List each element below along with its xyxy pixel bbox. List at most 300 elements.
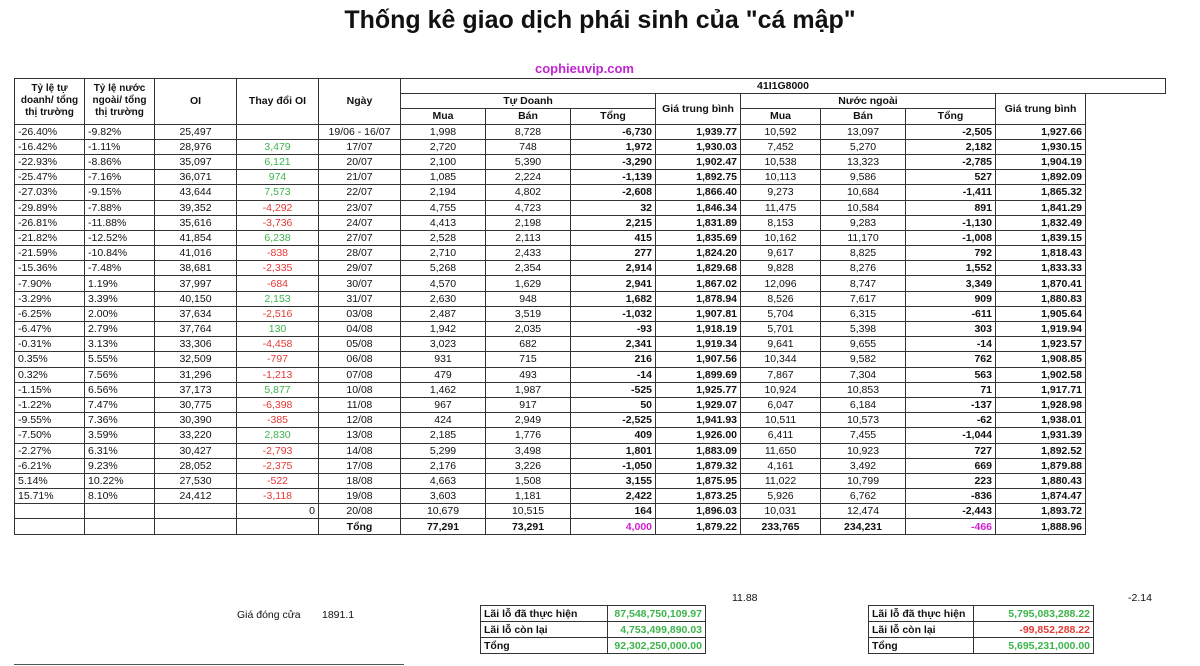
cell-oi: 37,634 bbox=[155, 306, 237, 321]
table-row bbox=[15, 200, 1166, 215]
cell-td-pct: -6.47% bbox=[15, 322, 85, 337]
cell-nn-pct: 2.00% bbox=[85, 306, 155, 321]
cell-nn-pct: 3.39% bbox=[85, 291, 155, 306]
cell-td-pct: -22.93% bbox=[15, 154, 85, 169]
total-td-gia: 1,879.22 bbox=[656, 519, 741, 534]
cell-nn-gia: 1,892.09 bbox=[996, 170, 1086, 185]
header-nuoc-ngoai: Nước ngoài bbox=[741, 94, 996, 109]
summary-label: Lãi lỗ đã thực hiện bbox=[481, 606, 608, 622]
cell-td-ban: 4,723 bbox=[486, 200, 571, 215]
cell-nn-tong: 563 bbox=[906, 367, 996, 382]
cell-td-gia: 1,907.81 bbox=[656, 306, 741, 321]
header-ty-le-nuoc-ngoai: Tỷ lệ nước ngoài/ tổng thị trường bbox=[85, 79, 155, 125]
cell-nn-pct: 7.56% bbox=[85, 367, 155, 382]
cell-nn-gia: 1,927.66 bbox=[996, 124, 1086, 139]
cell-td-gia: 1,875.95 bbox=[656, 473, 741, 488]
cell-doi: -6,398 bbox=[237, 397, 319, 412]
cell-td-mua: 1,462 bbox=[401, 382, 486, 397]
total-td-tong: 4,000 bbox=[571, 519, 656, 534]
cell-td-pct: 0.35% bbox=[15, 352, 85, 367]
cell-nn-ban: 6,184 bbox=[821, 397, 906, 412]
cell-td-mua: 5,268 bbox=[401, 261, 486, 276]
cell-td-mua: 2,630 bbox=[401, 291, 486, 306]
cell-td-ban: 2,198 bbox=[486, 215, 571, 230]
cell-oi: 40,150 bbox=[155, 291, 237, 306]
table-row bbox=[15, 428, 1166, 443]
cell-date: 17/08 bbox=[319, 458, 401, 473]
cell-td-ban: 2,035 bbox=[486, 322, 571, 337]
cell-nn-ban: 8,276 bbox=[821, 261, 906, 276]
cell-td-gia: 1,879.32 bbox=[656, 458, 741, 473]
total-nn-ban: 234,231 bbox=[821, 519, 906, 534]
cell-nn-gia: 1,865.32 bbox=[996, 185, 1086, 200]
cell-td-ban: 1,987 bbox=[486, 382, 571, 397]
cell-td-mua: 1,942 bbox=[401, 322, 486, 337]
header-td-ban: Bán bbox=[486, 109, 571, 124]
cell-td-ban: 5,390 bbox=[486, 154, 571, 169]
cell-date: 24/07 bbox=[319, 215, 401, 230]
total-td-mua: 77,291 bbox=[401, 519, 486, 534]
cell-nn-gia: 1,928.98 bbox=[996, 397, 1086, 412]
cell-nn-ban: 10,853 bbox=[821, 382, 906, 397]
cell-doi: -385 bbox=[237, 413, 319, 428]
cell-nn-ban: 3,492 bbox=[821, 458, 906, 473]
summary-value: -99,852,288.22 bbox=[974, 622, 1094, 638]
cell-td-pct: 15.71% bbox=[15, 489, 85, 504]
cell-nn-pct: -1.11% bbox=[85, 139, 155, 154]
cell-oi: 37,764 bbox=[155, 322, 237, 337]
table-row bbox=[15, 397, 1166, 412]
total-nn-gia: 1,888.96 bbox=[996, 519, 1086, 534]
cell-nn-tong: 727 bbox=[906, 443, 996, 458]
cell-td-gia: 1,919.34 bbox=[656, 337, 741, 352]
cell-nn-gia: 1,833.33 bbox=[996, 261, 1086, 276]
cell-nn-pct: 6.31% bbox=[85, 443, 155, 458]
cell-oi: 28,052 bbox=[155, 458, 237, 473]
cell-nn-pct: -12.52% bbox=[85, 230, 155, 245]
cell-doi bbox=[237, 124, 319, 139]
summary-value: 92,302,250,000.00 bbox=[608, 638, 706, 654]
cell-date: 06/08 bbox=[319, 352, 401, 367]
cell-td-mua: 2,100 bbox=[401, 154, 486, 169]
cell-td-gia: 1,883.09 bbox=[656, 443, 741, 458]
cell-td-mua: 2,176 bbox=[401, 458, 486, 473]
cell-td-gia: 1,829.68 bbox=[656, 261, 741, 276]
cell-date: 17/07 bbox=[319, 139, 401, 154]
cell-date: 31/07 bbox=[319, 291, 401, 306]
cell-nn-gia: 1,905.64 bbox=[996, 306, 1086, 321]
cell-td-ban: 3,498 bbox=[486, 443, 571, 458]
cell-nn-mua: 5,926 bbox=[741, 489, 821, 504]
cell-nn-gia: 1,938.01 bbox=[996, 413, 1086, 428]
cell-nn-tong: 1,552 bbox=[906, 261, 996, 276]
cell-nn-ban: 5,398 bbox=[821, 322, 906, 337]
cell-td-pct: -15.36% bbox=[15, 261, 85, 276]
cell-nn-gia: 1,870.41 bbox=[996, 276, 1086, 291]
cell-td-mua: 479 bbox=[401, 367, 486, 382]
cell-td-ban: 2,433 bbox=[486, 246, 571, 261]
cell-date: 05/08 bbox=[319, 337, 401, 352]
cell-nn-ban: 13,323 bbox=[821, 154, 906, 169]
cell-doi: -797 bbox=[237, 352, 319, 367]
table-body bbox=[15, 124, 1166, 534]
table-row bbox=[15, 215, 1166, 230]
cell-doi: 7,573 bbox=[237, 185, 319, 200]
cell-td-tong: -1,139 bbox=[571, 170, 656, 185]
header-td-tong: Tổng bbox=[571, 109, 656, 124]
cell-nn-mua: 9,641 bbox=[741, 337, 821, 352]
cell-td-mua: 3,023 bbox=[401, 337, 486, 352]
cell-td-mua: 2,710 bbox=[401, 246, 486, 261]
total-row bbox=[15, 519, 1166, 534]
cell-td-tong: -2,608 bbox=[571, 185, 656, 200]
cell-td-mua: 2,185 bbox=[401, 428, 486, 443]
table-row bbox=[15, 443, 1166, 458]
cell-nn-pct: -11.88% bbox=[85, 215, 155, 230]
cell-nn-tong: -2,785 bbox=[906, 154, 996, 169]
cell-nn-ban: 8,747 bbox=[821, 276, 906, 291]
cell-nn-pct: -7.48% bbox=[85, 261, 155, 276]
header-tu-doanh: Tự Doanh bbox=[401, 94, 656, 109]
cell-td-tong: 2,941 bbox=[571, 276, 656, 291]
cell-nn-mua: 9,273 bbox=[741, 185, 821, 200]
cell-td-pct: 5.14% bbox=[15, 473, 85, 488]
table-row bbox=[15, 504, 1166, 519]
cell-td-pct: -7.50% bbox=[15, 428, 85, 443]
cell-td-ban: 3,226 bbox=[486, 458, 571, 473]
cell-nn-tong: -611 bbox=[906, 306, 996, 321]
summary-label: Tổng bbox=[869, 638, 974, 654]
header-nn-tong: Tổng bbox=[906, 109, 996, 124]
cell-nn-mua: 4,161 bbox=[741, 458, 821, 473]
header-td-gia: Giá trung bình bbox=[656, 94, 741, 124]
cell-nn-gia: 1,839.15 bbox=[996, 230, 1086, 245]
cell-oi: 43,644 bbox=[155, 185, 237, 200]
cell-td-tong: 32 bbox=[571, 200, 656, 215]
cell-td-ban: 2,224 bbox=[486, 170, 571, 185]
total-nn-mua: 233,765 bbox=[741, 519, 821, 534]
cell-doi: 130 bbox=[237, 322, 319, 337]
cell-doi: 6,121 bbox=[237, 154, 319, 169]
summary-row bbox=[481, 622, 706, 638]
cell-nn-tong: 669 bbox=[906, 458, 996, 473]
cell-td-ban: 1,776 bbox=[486, 428, 571, 443]
cell-nn-pct: -9.82% bbox=[85, 124, 155, 139]
cell-td-ban: 1,181 bbox=[486, 489, 571, 504]
cell-nn-ban: 7,617 bbox=[821, 291, 906, 306]
cell-td-tong: -525 bbox=[571, 382, 656, 397]
close-price-value: 1891.1 bbox=[322, 609, 355, 621]
cell-date: 23/07 bbox=[319, 200, 401, 215]
cell-nn-tong: -137 bbox=[906, 397, 996, 412]
cell-td-gia: 1,907.56 bbox=[656, 352, 741, 367]
cell-td-tong: -93 bbox=[571, 322, 656, 337]
cell-nn-ban: 6,762 bbox=[821, 489, 906, 504]
cell-td-mua: 4,413 bbox=[401, 215, 486, 230]
cell-nn-gia: 1,917.71 bbox=[996, 382, 1086, 397]
summary-value: 5,695,231,000.00 bbox=[974, 638, 1094, 654]
cell-date: 22/07 bbox=[319, 185, 401, 200]
cell-td-tong: 1,801 bbox=[571, 443, 656, 458]
cell-nn-tong: 891 bbox=[906, 200, 996, 215]
cell-td-gia: 1,866.40 bbox=[656, 185, 741, 200]
cell-td-mua: 1,998 bbox=[401, 124, 486, 139]
cell-td-ban: 493 bbox=[486, 367, 571, 382]
cell-doi: -2,375 bbox=[237, 458, 319, 473]
cell-nn-tong: 527 bbox=[906, 170, 996, 185]
cell-date: 04/08 bbox=[319, 322, 401, 337]
cell-nn-pct: 5.55% bbox=[85, 352, 155, 367]
cell-nn-ban: 5,270 bbox=[821, 139, 906, 154]
cell-td-gia: 1,867.02 bbox=[656, 276, 741, 291]
cell-nn-tong: -62 bbox=[906, 413, 996, 428]
cell-nn-tong: -1,411 bbox=[906, 185, 996, 200]
cell-nn-pct: 9.23% bbox=[85, 458, 155, 473]
cell-td-ban: 4,802 bbox=[486, 185, 571, 200]
total-td-ban: 73,291 bbox=[486, 519, 571, 534]
table-row bbox=[15, 489, 1166, 504]
cell-td-pct: -21.59% bbox=[15, 246, 85, 261]
cell-td-pct: -3.29% bbox=[15, 291, 85, 306]
cell-oi: 41,854 bbox=[155, 230, 237, 245]
header-thay-doi-oi: Thay đổi OI bbox=[237, 79, 319, 125]
cell-td-tong: 216 bbox=[571, 352, 656, 367]
cell-nn-pct: -10.84% bbox=[85, 246, 155, 261]
cell-doi: 2,830 bbox=[237, 428, 319, 443]
summary-value: 5,795,083,288.22 bbox=[974, 606, 1094, 622]
cell-doi: 974 bbox=[237, 170, 319, 185]
cell-td-pct: -2.27% bbox=[15, 443, 85, 458]
cell-doi: -2,516 bbox=[237, 306, 319, 321]
table-row bbox=[15, 413, 1166, 428]
summary-row bbox=[481, 606, 706, 622]
summary-row bbox=[869, 638, 1094, 654]
table-row bbox=[15, 322, 1166, 337]
cell-td-gia: 1,831.89 bbox=[656, 215, 741, 230]
cell-nn-tong: -2,443 bbox=[906, 504, 996, 519]
cell-nn-pct: -9.15% bbox=[85, 185, 155, 200]
table-row bbox=[15, 170, 1166, 185]
site-link[interactable]: cophieuvip.com bbox=[535, 61, 634, 76]
cell-nn-gia: 1,893.72 bbox=[996, 504, 1086, 519]
cell-date: 21/07 bbox=[319, 170, 401, 185]
cell-nn-tong: 792 bbox=[906, 246, 996, 261]
header-oi: OI bbox=[155, 79, 237, 125]
cell-td-ban: 1,508 bbox=[486, 473, 571, 488]
cell-oi: 31,296 bbox=[155, 367, 237, 382]
cell-oi: 39,352 bbox=[155, 200, 237, 215]
cell-td-gia: 1,899.69 bbox=[656, 367, 741, 382]
cell-nn-pct bbox=[85, 504, 155, 519]
cell-td-pct: -0.31% bbox=[15, 337, 85, 352]
cell-td-tong: 1,682 bbox=[571, 291, 656, 306]
cell-nn-ban: 10,923 bbox=[821, 443, 906, 458]
table-row bbox=[15, 367, 1166, 382]
cell-nn-mua: 6,047 bbox=[741, 397, 821, 412]
cell-td-mua: 2,487 bbox=[401, 306, 486, 321]
divider bbox=[14, 664, 404, 665]
cell-nn-mua: 10,344 bbox=[741, 352, 821, 367]
cell-nn-mua: 5,704 bbox=[741, 306, 821, 321]
header-nn-ban: Bán bbox=[821, 109, 906, 124]
cell-nn-pct: -8.86% bbox=[85, 154, 155, 169]
summary-row bbox=[481, 638, 706, 654]
cell-doi: 6,238 bbox=[237, 230, 319, 245]
cell-nn-pct: 7.36% bbox=[85, 413, 155, 428]
cell-td-tong: -14 bbox=[571, 367, 656, 382]
cell-td-tong: -3,290 bbox=[571, 154, 656, 169]
cell-nn-tong: 909 bbox=[906, 291, 996, 306]
cell-nn-mua: 10,538 bbox=[741, 154, 821, 169]
cell-td-pct: -21.82% bbox=[15, 230, 85, 245]
cell-nn-mua: 10,162 bbox=[741, 230, 821, 245]
cell-td-tong: 409 bbox=[571, 428, 656, 443]
cell-nn-tong: 3,349 bbox=[906, 276, 996, 291]
cell-td-ban: 2,354 bbox=[486, 261, 571, 276]
cell-nn-tong: 2,182 bbox=[906, 139, 996, 154]
total-nn-tong: -466 bbox=[906, 519, 996, 534]
cell-date: 27/07 bbox=[319, 230, 401, 245]
cell-doi: 2,153 bbox=[237, 291, 319, 306]
cell-td-pct: -7.90% bbox=[15, 276, 85, 291]
cell-td-gia: 1,835.69 bbox=[656, 230, 741, 245]
cell-nn-pct: 2.79% bbox=[85, 322, 155, 337]
cell-nn-mua: 11,650 bbox=[741, 443, 821, 458]
cell-td-tong: 2,422 bbox=[571, 489, 656, 504]
cell-nn-gia: 1,832.49 bbox=[996, 215, 1086, 230]
cell-nn-tong: 71 bbox=[906, 382, 996, 397]
cell-td-tong: 50 bbox=[571, 397, 656, 412]
cell-td-pct: -16.42% bbox=[15, 139, 85, 154]
cell-td-gia: 1,902.47 bbox=[656, 154, 741, 169]
table-header bbox=[15, 79, 1166, 125]
cell-td-ban: 2,949 bbox=[486, 413, 571, 428]
cell-td-gia: 1,873.25 bbox=[656, 489, 741, 504]
cell-td-tong: 3,155 bbox=[571, 473, 656, 488]
cell-td-tong: 1,972 bbox=[571, 139, 656, 154]
cell-td-tong: 2,341 bbox=[571, 337, 656, 352]
cell-nn-gia: 1,880.43 bbox=[996, 473, 1086, 488]
cell-td-pct: -26.81% bbox=[15, 215, 85, 230]
summary-value: 87,548,750,109.97 bbox=[608, 606, 706, 622]
cell-nn-mua: 10,592 bbox=[741, 124, 821, 139]
cell-td-mua: 4,570 bbox=[401, 276, 486, 291]
cell-oi: 33,220 bbox=[155, 428, 237, 443]
cell-nn-pct: 1.19% bbox=[85, 276, 155, 291]
cell-td-gia: 1,929.07 bbox=[656, 397, 741, 412]
summary-value: 4,753,499,890.03 bbox=[608, 622, 706, 638]
cell-td-pct bbox=[15, 504, 85, 519]
cell-date: 12/08 bbox=[319, 413, 401, 428]
nn-diff: -2.14 bbox=[1128, 592, 1152, 604]
cell-td-tong: 277 bbox=[571, 246, 656, 261]
derivatives-table bbox=[14, 78, 1166, 535]
summary-label: Tổng bbox=[481, 638, 608, 654]
cell-nn-tong: -2,505 bbox=[906, 124, 996, 139]
cell-td-mua: 2,194 bbox=[401, 185, 486, 200]
cell-nn-ban: 10,684 bbox=[821, 185, 906, 200]
cell-date: 14/08 bbox=[319, 443, 401, 458]
cell-nn-ban: 10,573 bbox=[821, 413, 906, 428]
cell-oi: 38,681 bbox=[155, 261, 237, 276]
cell-td-ban: 748 bbox=[486, 139, 571, 154]
cell-nn-mua: 12,096 bbox=[741, 276, 821, 291]
cell-doi: 5,877 bbox=[237, 382, 319, 397]
total-label: Tổng bbox=[319, 519, 401, 534]
cell-doi: 0 bbox=[237, 504, 319, 519]
cell-td-pct: -25.47% bbox=[15, 170, 85, 185]
cell-nn-mua: 9,617 bbox=[741, 246, 821, 261]
table-row bbox=[15, 139, 1166, 154]
cell-nn-mua: 10,113 bbox=[741, 170, 821, 185]
cell-date: 10/08 bbox=[319, 382, 401, 397]
cell-td-pct: -1.22% bbox=[15, 397, 85, 412]
table-row bbox=[15, 352, 1166, 367]
cell-nn-mua: 7,867 bbox=[741, 367, 821, 382]
summary-label: Lãi lỗ đã thực hiện bbox=[869, 606, 974, 622]
cell-td-gia: 1,941.93 bbox=[656, 413, 741, 428]
table-row bbox=[15, 261, 1166, 276]
cell-nn-gia: 1,892.52 bbox=[996, 443, 1086, 458]
cell-nn-mua: 10,511 bbox=[741, 413, 821, 428]
cell-oi: 30,427 bbox=[155, 443, 237, 458]
page-title: Thống kê giao dịch phái sinh của "cá mập" bbox=[344, 6, 856, 34]
cell-td-tong: 164 bbox=[571, 504, 656, 519]
cell-td-gia: 1,926.00 bbox=[656, 428, 741, 443]
cell-nn-pct: 3.13% bbox=[85, 337, 155, 352]
cell-oi bbox=[155, 504, 237, 519]
summary-label: Lãi lỗ còn lại bbox=[481, 622, 608, 638]
cell-td-ban: 3,519 bbox=[486, 306, 571, 321]
cell-td-gia: 1,918.19 bbox=[656, 322, 741, 337]
header-nn-mua: Mua bbox=[741, 109, 821, 124]
summary-row bbox=[869, 606, 1094, 622]
cell-oi: 35,616 bbox=[155, 215, 237, 230]
cell-td-pct: -1.15% bbox=[15, 382, 85, 397]
cell-td-mua: 10,679 bbox=[401, 504, 486, 519]
cell-date: 11/08 bbox=[319, 397, 401, 412]
cell-td-pct: 0.32% bbox=[15, 367, 85, 382]
table-row bbox=[15, 124, 1166, 139]
cell-td-pct: -26.40% bbox=[15, 124, 85, 139]
cell-oi: 37,997 bbox=[155, 276, 237, 291]
cell-oi: 30,390 bbox=[155, 413, 237, 428]
cell-date: 19/08 bbox=[319, 489, 401, 504]
cell-td-ban: 715 bbox=[486, 352, 571, 367]
cell-date: 30/07 bbox=[319, 276, 401, 291]
cell-td-ban: 917 bbox=[486, 397, 571, 412]
cell-nn-ban: 9,582 bbox=[821, 352, 906, 367]
cell-nn-pct: -7.88% bbox=[85, 200, 155, 215]
cell-nn-mua: 11,475 bbox=[741, 200, 821, 215]
header-td-mua: Mua bbox=[401, 109, 486, 124]
cell-nn-ban: 13,097 bbox=[821, 124, 906, 139]
cell-date: 20/07 bbox=[319, 154, 401, 169]
header-nn-gia: Giá trung bình bbox=[996, 94, 1086, 124]
cell-date: 13/08 bbox=[319, 428, 401, 443]
cell-nn-ban: 10,799 bbox=[821, 473, 906, 488]
cell-nn-gia: 1,902.58 bbox=[996, 367, 1086, 382]
cell-nn-gia: 1,908.85 bbox=[996, 352, 1086, 367]
cell-nn-tong: -1,044 bbox=[906, 428, 996, 443]
cell-nn-mua: 11,022 bbox=[741, 473, 821, 488]
cell-nn-ban: 6,315 bbox=[821, 306, 906, 321]
blank-cell bbox=[15, 519, 85, 534]
cell-td-ban: 948 bbox=[486, 291, 571, 306]
cell-nn-ban: 10,584 bbox=[821, 200, 906, 215]
cell-nn-tong: -1,130 bbox=[906, 215, 996, 230]
cell-td-mua: 967 bbox=[401, 397, 486, 412]
